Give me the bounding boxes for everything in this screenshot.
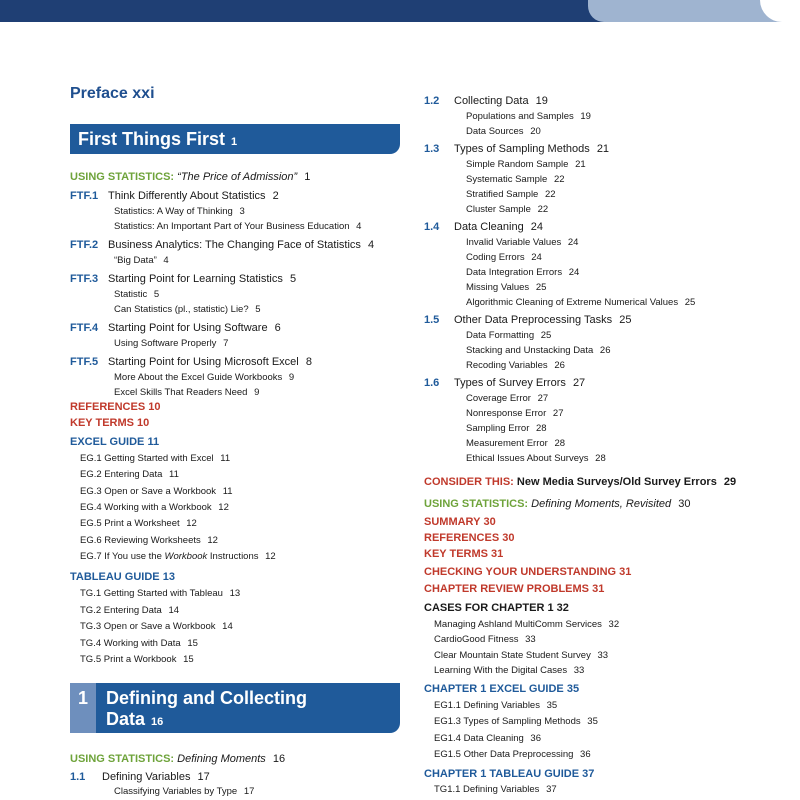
entry-title-prefix: EG.7 If You use the (80, 550, 165, 562)
section-code: FTF.4 (70, 322, 99, 334)
references-label: REFERENCES (70, 401, 146, 413)
banner-title: First Things First (78, 129, 226, 149)
entry-title: Coding Errors (466, 252, 525, 263)
cases-heading[interactable] (424, 601, 569, 615)
preface-title: Preface (70, 85, 128, 102)
entry-title: EG1.1 Defining Variables (434, 700, 540, 711)
subsection-entry[interactable] (466, 173, 565, 187)
subsection-entry[interactable] (114, 254, 169, 268)
section-code: 1.1 (70, 771, 86, 783)
entry-title: TG.1 Getting Started with Tableau (80, 588, 223, 599)
page-number: 28 (536, 423, 547, 434)
page-number: 12 (186, 518, 197, 530)
page-number: 11 (220, 453, 231, 464)
section-entry[interactable] (70, 272, 296, 286)
subsection-entry[interactable] (466, 392, 548, 406)
review-label: CHAPTER REVIEW PROBLEMS (424, 583, 590, 595)
entry-title: EG.4 Working with a Workbook (80, 501, 212, 513)
entry-title: TG.3 Open or Save a Workbook (80, 621, 216, 632)
entry-title: Excel Skills That Readers Need (114, 387, 248, 398)
page-number: 14 (168, 604, 180, 616)
tableau-guide-label: TABLEAU GUIDE (70, 571, 160, 583)
tableau-guide-item[interactable] (80, 637, 198, 651)
entry-title: More About the Excel Guide Workbooks (114, 372, 283, 383)
subsection-entry[interactable] (466, 344, 611, 358)
entry-title: Data Formatting (466, 330, 535, 341)
case-item[interactable] (434, 649, 608, 663)
page-number: 15 (187, 637, 198, 649)
section-code: 1.5 (424, 314, 440, 326)
page-number: 2 (272, 190, 279, 202)
section-entry[interactable] (70, 189, 279, 203)
subsection-entry[interactable] (466, 236, 578, 250)
section-code: FTF.3 (70, 273, 99, 285)
page-number: 12 (218, 501, 229, 513)
chapter-title (106, 688, 307, 733)
page-number: 37 (546, 784, 557, 795)
section-title: Types of Sampling Methods (454, 143, 590, 155)
subsection-entry[interactable] (466, 188, 556, 202)
entry-title: “Big Data” (114, 255, 157, 266)
excel-guide-label: EXCEL GUIDE (70, 436, 145, 448)
page-number: 36 (530, 732, 541, 744)
entry-title: TG.5 Print a Workbook (80, 654, 177, 665)
section-title: Data Cleaning (454, 221, 524, 233)
subsection-entry[interactable] (466, 329, 551, 343)
section-code: FTF.5 (70, 356, 99, 368)
consider-this-label: CONSIDER THIS: (424, 476, 514, 488)
entry-title: TG.4 Working with Data (80, 637, 181, 649)
page-number: 22 (537, 204, 549, 215)
page-number: 35 (566, 683, 580, 695)
preface-page: xxi (132, 85, 155, 102)
entry-title: Coverage Error (466, 393, 531, 404)
entry-title: Managing Ashland MultiComm Services (434, 619, 602, 630)
page-number: 29 (723, 476, 737, 488)
section-code: FTF.1 (70, 190, 99, 202)
subsection-entry[interactable] (466, 407, 563, 421)
entry-title: Data Integration Errors (466, 267, 563, 278)
section-entry[interactable] (424, 142, 609, 156)
case-item[interactable] (434, 664, 584, 678)
entry-title: EG.5 Print a Worksheet (80, 518, 180, 530)
section-entry[interactable] (424, 220, 543, 234)
page-number: 12 (265, 550, 276, 562)
tableau-guide-item[interactable] (80, 653, 194, 667)
section-code: 1.2 (424, 95, 440, 107)
subsection-entry[interactable] (466, 266, 579, 280)
section-code: 1.6 (424, 377, 440, 389)
entry-title: Cluster Sample (466, 204, 531, 215)
subsection-entry[interactable] (466, 452, 606, 466)
entry-title: Stacking and Unstacking Data (466, 345, 594, 356)
entry-title: Nonresponse Error (466, 408, 547, 419)
entry-title: Missing Values (466, 282, 530, 293)
page-number: 5 (289, 273, 297, 285)
section-title: Starting Point for Learning Statistics (108, 273, 283, 285)
subsection-entry[interactable] (114, 386, 259, 400)
page-number: 21 (575, 159, 586, 170)
page-number: 32 (556, 602, 569, 614)
first-things-first-banner[interactable] (70, 124, 400, 154)
page-number: 9 (288, 372, 295, 383)
page-number: 5 (255, 304, 261, 315)
key-terms-label: KEY TERMS (424, 548, 488, 560)
page-number: 4 (356, 221, 362, 232)
using-statistics-entry[interactable] (70, 170, 310, 184)
subsection-entry[interactable] (466, 158, 586, 172)
section-code: FTF.2 (70, 239, 99, 251)
page-number: 30 (678, 498, 691, 510)
entry-title: Stratified Sample (466, 189, 539, 200)
page-number: 16 (272, 753, 286, 765)
entry-title-suffix: Instructions (207, 550, 259, 562)
subsection-title: Classifying Variables by Type (114, 786, 238, 797)
section-entry[interactable] (70, 355, 312, 369)
page-number: 4 (368, 239, 375, 251)
chapter-title-line-2: Data (106, 709, 146, 729)
tableau-guide-item[interactable] (80, 604, 179, 618)
entry-title: Ethical Issues About Surveys (466, 453, 589, 464)
section-title: Starting Point for Using Microsoft Excel (108, 356, 299, 368)
chapter-number-box: 1 (70, 683, 96, 733)
consider-this-title: New Media Surveys/Old Survey Errors (516, 476, 717, 488)
page-number: 11 (169, 469, 179, 481)
page-number: 13 (162, 571, 175, 583)
entry-title: Populations and Samples (466, 111, 574, 122)
entry-title: Statistics: An Important Part of Your Business Education (114, 221, 350, 232)
entry-title: Recoding Variables (466, 360, 548, 371)
page-number: 3 (239, 206, 245, 217)
subsection-entry[interactable] (114, 220, 361, 234)
page-number: 5 (153, 289, 160, 300)
page-number: 24 (531, 252, 542, 263)
subsection-entry[interactable] (466, 422, 547, 436)
page-number: 33 (573, 664, 585, 676)
entry-title: Can Statistics (pl., statistic) Lie? (114, 304, 249, 315)
banner-page: 1 (231, 136, 238, 148)
page-number: 22 (544, 189, 556, 200)
page-number: 25 (540, 330, 552, 341)
page-number: 6 (274, 322, 281, 334)
entry-title: Sampling Error (466, 423, 530, 434)
key-terms-label: KEY TERMS (70, 417, 134, 429)
entry-title: Algorithmic Cleaning of Extreme Numerical Values (466, 297, 679, 308)
section-title: Business Analytics: The Changing Face of Statistics (108, 239, 361, 251)
entry-title: Data Sources (466, 126, 524, 137)
page-number: 37 (582, 768, 595, 780)
entry-title: EG1.3 Types of Sampling Methods (434, 716, 581, 728)
page-number: 31 (592, 583, 605, 595)
subsection-entry[interactable] (114, 785, 254, 799)
section-1-1-entry[interactable] (70, 770, 210, 784)
key-terms-entry[interactable] (70, 416, 149, 430)
entry-title: EG1.5 Other Data Preprocessing (434, 748, 574, 760)
subsection-entry[interactable] (114, 337, 228, 351)
using-statistics-label: USING STATISTICS: (424, 498, 529, 510)
using-statistics-title: “The Price of Admission” (177, 171, 298, 183)
page-number: 19 (580, 111, 591, 122)
page-number: 17 (243, 786, 255, 797)
entry-title: EG1.4 Data Cleaning (434, 732, 524, 744)
using-statistics-label: USING STATISTICS: (70, 753, 175, 765)
using-statistics-revisited-entry[interactable] (424, 497, 690, 511)
excel-guide-item[interactable] (434, 715, 598, 729)
section-entry[interactable] (70, 321, 281, 335)
excel-guide-item[interactable] (80, 534, 218, 548)
references-entry[interactable] (424, 531, 515, 545)
banner-page: 16 (151, 716, 164, 728)
page-number: 31 (491, 548, 504, 560)
subsection-entry[interactable] (466, 359, 565, 373)
page-number: 1 (304, 171, 311, 183)
tableau-guide-heading[interactable] (70, 570, 175, 584)
subsection-entry[interactable] (114, 303, 261, 317)
tableau-guide-item[interactable] (80, 587, 240, 601)
subsection-entry[interactable] (466, 251, 542, 265)
excel-guide-item[interactable] (434, 732, 541, 746)
entry-title: Invalid Variable Values (466, 237, 562, 248)
page-number: 31 (619, 566, 632, 578)
excel-guide-item[interactable] (80, 468, 179, 482)
page-number: 17 (197, 771, 210, 783)
section-title: Think Differently About Statistics (108, 190, 266, 202)
page-number: 25 (684, 297, 696, 308)
page-number: 22 (553, 174, 565, 185)
section-entry[interactable] (70, 238, 374, 252)
page-number: 27 (537, 393, 549, 404)
subsection-entry[interactable] (466, 281, 546, 295)
section-entry[interactable] (424, 376, 585, 390)
chapter-1-banner[interactable] (70, 683, 400, 733)
section-title: Collecting Data (454, 95, 529, 107)
entry-title: Using Software Properly (114, 338, 217, 349)
page-number: 10 (137, 417, 150, 429)
top-decor-accent (588, 0, 800, 22)
ch1-using-statistics-entry[interactable] (70, 752, 285, 766)
section-title: Starting Point for Using Software (108, 322, 268, 334)
section-code: 1.3 (424, 143, 440, 155)
excel-guide-heading[interactable] (70, 435, 159, 449)
page-number: 11 (147, 436, 160, 448)
page-number: 27 (572, 377, 586, 389)
page-number: 33 (525, 634, 536, 646)
tableau-guide-label: CHAPTER 1 TABLEAU GUIDE (424, 768, 580, 780)
excel-guide-item[interactable] (80, 485, 233, 499)
subsection-entry[interactable] (466, 437, 565, 451)
entry-title: TG1.1 Defining Variables (434, 784, 540, 795)
entry-title: Statistics: A Way of Thinking (114, 206, 233, 217)
entry-title: EG.2 Entering Data (80, 469, 163, 481)
page-number: 4 (163, 255, 169, 266)
chapter-title-line-1: Defining and Collecting (106, 688, 307, 708)
entry-title: CardioGood Fitness (434, 634, 519, 646)
page-number: 19 (535, 95, 548, 107)
preface-entry[interactable] (70, 85, 155, 103)
section-entry[interactable] (424, 94, 548, 108)
page-number: 28 (595, 453, 606, 464)
summary-entry[interactable] (424, 515, 496, 529)
using-statistics-title: Defining Moments, Revisited (531, 498, 672, 510)
tableau-guide-item[interactable] (80, 620, 233, 634)
references-entry[interactable] (70, 400, 161, 414)
page-number: 21 (596, 143, 610, 155)
section-title: Types of Survey Errors (454, 377, 566, 389)
page-number: 14 (222, 621, 233, 632)
page-number: 33 (597, 649, 609, 661)
summary-label: SUMMARY (424, 516, 481, 528)
section-code: 1.4 (424, 221, 440, 233)
page-number: 36 (580, 748, 591, 760)
page-number: 15 (183, 654, 194, 665)
excel-guide-item[interactable] (80, 550, 276, 564)
page-number: 30 (502, 532, 515, 544)
entry-title: EG.3 Open or Save a Workbook (80, 485, 217, 497)
using-statistics-label: USING STATISTICS: (70, 171, 175, 183)
entry-title: Learning With the Digital Cases (434, 664, 568, 676)
page-number: 32 (608, 619, 620, 630)
page-number: 35 (546, 700, 558, 711)
page-number: 7 (223, 338, 229, 349)
entry-title: Measurement Error (466, 438, 548, 449)
excel-guide-item[interactable] (80, 452, 230, 466)
page-number: 12 (207, 534, 218, 546)
page-number: 25 (535, 282, 547, 293)
page-number: 13 (229, 588, 241, 599)
excel-guide-item[interactable] (80, 501, 229, 515)
subsection-entry[interactable] (466, 110, 591, 124)
page-number: 24 (567, 237, 579, 248)
case-item[interactable] (434, 633, 536, 647)
consider-this-entry[interactable] (424, 475, 736, 489)
subsection-entry[interactable] (114, 371, 294, 385)
entry-title: Systematic Sample (466, 174, 548, 185)
subsection-entry[interactable] (466, 125, 541, 139)
entry-title: TG.2 Entering Data (80, 604, 162, 616)
page-number: 24 (568, 267, 580, 278)
excel-guide-item[interactable] (434, 748, 591, 762)
entry-title: Simple Random Sample (466, 159, 569, 170)
page-number: 28 (554, 438, 566, 449)
references-label: REFERENCES (424, 532, 500, 544)
entry-title: EG.1 Getting Started with Excel (80, 453, 214, 464)
page-number: 25 (619, 314, 632, 326)
page-number: 26 (554, 360, 565, 371)
entry-title: EG.6 Reviewing Worksheets (80, 534, 201, 546)
ch1-tableau-guide-heading[interactable] (424, 767, 594, 781)
page-number: 26 (599, 345, 611, 356)
section-entry[interactable] (424, 313, 631, 327)
section-title: Other Data Preprocessing Tasks (454, 314, 613, 326)
checking-label: CHECKING YOUR UNDERSTANDING (424, 566, 617, 578)
subsection-entry[interactable] (114, 288, 159, 302)
page-number: 11 (222, 485, 233, 497)
entry-title-italic: Workbook (164, 550, 208, 562)
page-number: 35 (587, 716, 598, 728)
cases-label: CASES FOR CHAPTER 1 (424, 602, 554, 614)
page-number: 30 (483, 516, 496, 528)
page-number: 9 (254, 387, 260, 398)
page-number: 20 (530, 126, 541, 137)
key-terms-entry[interactable] (424, 547, 503, 561)
entry-title: Clear Mountain State Student Survey (434, 649, 591, 661)
chapter-review-problems-entry[interactable] (424, 582, 604, 596)
tableau-guide-item[interactable] (434, 783, 557, 797)
excel-guide-item[interactable] (434, 699, 557, 713)
entry-title: Statistic (114, 289, 148, 300)
using-statistics-title: Defining Moments (177, 753, 266, 765)
case-item[interactable] (434, 618, 619, 632)
subsection-entry[interactable] (114, 205, 245, 219)
page-number: 8 (305, 356, 312, 368)
subsection-entry[interactable] (466, 296, 695, 310)
excel-guide-label: CHAPTER 1 EXCEL GUIDE (424, 683, 564, 695)
section-title: Defining Variables (102, 771, 191, 783)
checking-understanding-entry[interactable] (424, 565, 631, 579)
subsection-entry[interactable] (466, 203, 548, 217)
page-number: 10 (148, 401, 161, 413)
page-number: 27 (552, 408, 564, 419)
excel-guide-item[interactable] (80, 517, 197, 531)
page-number: 24 (530, 221, 544, 233)
ch1-excel-guide-heading[interactable] (424, 682, 579, 696)
